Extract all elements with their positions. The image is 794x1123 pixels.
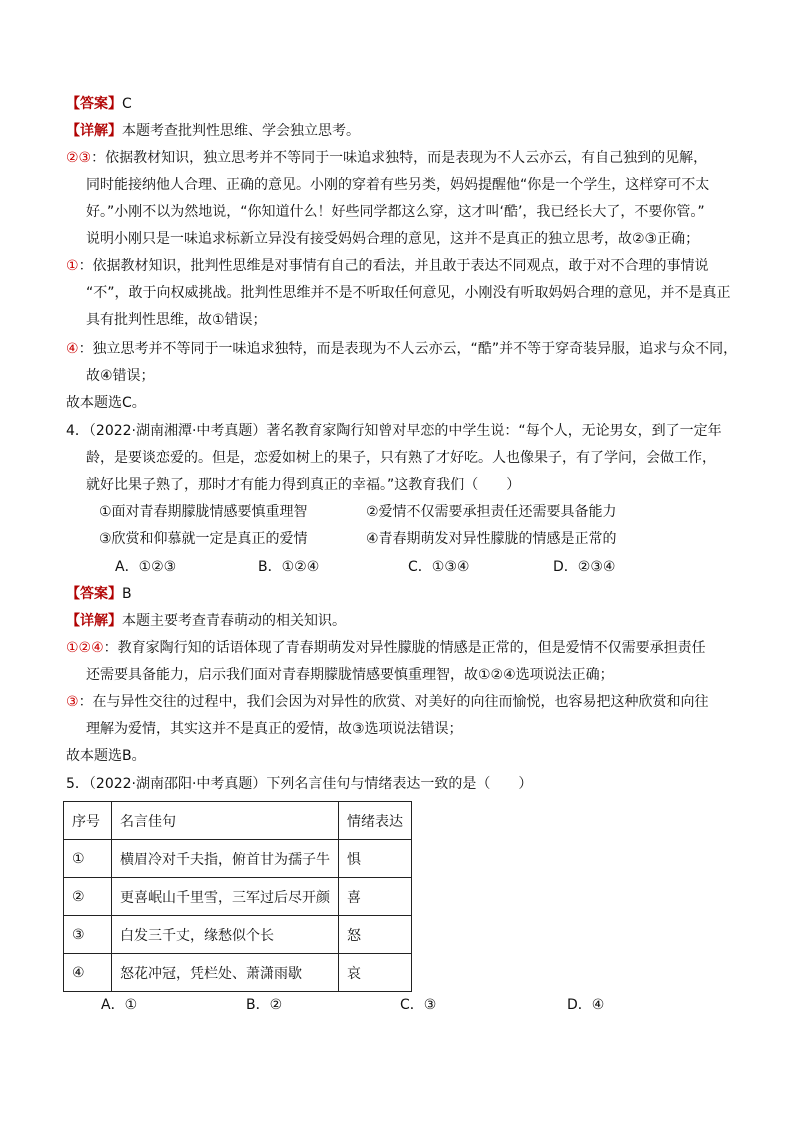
q3-p2-line-2: “不”，敢于向权威挑战。批判性思维并不是不听取任何意见，小刚没有听取妈妈合理的意见，并不是真正 [86,285,731,301]
q4-p1-line-2: 还需要具备能力，启示我们面对青春期朦胧情感要慎重理智，故①②④选项说法正确； [86,667,614,683]
table-header-cell: 名言佳句 [112,802,339,840]
q5-option-b: B．② [246,997,283,1013]
q4-statement-2: ②爱情不仅需要承担责任还需要具备能力 [366,504,617,520]
q4-option-d: D．②③④ [553,559,616,575]
option-marker: ①②④ [66,640,104,656]
q4-stem-line-1: 4．（2022·湖南湘潭·中考真题）著名教育家陶行知曾对早恋的中学生说：“每个人，无论男女，到了一定年 [66,423,722,439]
q4-detail-line [66,611,346,631]
table-row [64,954,412,992]
table-cell: ③ [64,916,112,954]
q3-detail-line [66,121,360,141]
detail-tag: 【详解】 [66,123,122,139]
q4-option-b: B．①②④ [258,559,320,575]
answer-value: B [122,586,132,602]
table-cell: 哀 [339,954,412,992]
q4-p1-line-1: ①②④：教育家陶行知的话语体现了青春期萌发对异性朦胧的情感是正常的，但是爱情不仅需要承担责任 [66,640,706,656]
option-marker: ① [66,258,79,274]
q3-p2-line-1: ①：依据教材知识，批判性思维是对事情有自己的看法，并且敢于表达不同观点，敢于对不合理的事情说 [66,258,709,274]
q5-stem: 5．（2022·湖南邵阳·中考真题）下列名言佳句与情绪表达一致的是（ ） [66,776,533,792]
q3-conclusion: 故本题选C。 [66,395,146,411]
answer-value: C [122,96,132,112]
q3-p3-line-1: ④：独立思考并不等同于一味追求独特，而是表现为不人云亦云，“酷”并不等于穿奇装异服，追求与众不同， [66,341,738,357]
q4-option-a: A．①②③ [115,559,177,575]
detail-intro: 本题考查批判性思维、学会独立思考。 [122,123,360,139]
table-cell: 白发三千丈，缘愁似个长 [112,916,339,954]
q4-statement-1: ①面对青春期朦胧情感要慎重理智 [99,504,308,520]
q4-p2-line-1: ③：在与异性交往的过程中，我们会因为对异性的欣赏、对美好的向往而愉悦，也容易把这种欣赏和向往 [66,694,709,710]
q4-stem-line-3: 就好比果子熟了，那时才有能力得到真正的幸福。”这教育我们（ ） [86,477,521,493]
table-header-cell: 序号 [64,802,112,840]
option-marker: ④ [66,341,79,357]
table-cell: 怒 [339,916,412,954]
table-cell: 横眉冷对千夫指，俯首甘为孺子牛 [112,840,339,878]
option-marker: ②③ [66,150,92,166]
q3-p1-line-2: 同时能接纳他人合理、正确的意见。小刚的穿着有些另类，妈妈提醒他“你是一个学生，这样穿可不太 [86,177,710,193]
q4-stem-line-2: 龄，是要谈恋爱的。但是，恋爱如树上的果子，只有熟了才好吃。人也像果子，有了学问，会做工作， [86,450,716,466]
q5-table [63,801,412,992]
table-cell: 喜 [339,878,412,916]
q4-conclusion: 故本题选B。 [66,748,146,764]
table-cell: ② [64,878,112,916]
q4-option-c: C．①③④ [408,559,470,575]
answer-tag: 【答案】 [66,96,122,112]
table-cell: ④ [64,954,112,992]
q3-p3-line-2: 故④错误； [86,368,155,384]
table-cell: 怒花冲冠，凭栏处、萧潇雨歇 [112,954,339,992]
table-cell: 更喜岷山千里雪，三军过后尽开颜 [112,878,339,916]
detail-tag: 【详解】 [66,613,122,629]
table-header-cell: 情绪表达 [339,802,412,840]
table-header-row [64,802,412,840]
q4-answer-line [66,584,132,604]
q3-p1-line-1: ②③：依据教材知识，独立思考并不等同于一味追求独特，而是表现为不人云亦云，有自己独到的见解， [66,150,708,166]
table-row [64,878,412,916]
answer-tag: 【答案】 [66,586,122,602]
table-row [64,840,412,878]
table-cell: 惧 [339,840,412,878]
table-row [64,916,412,954]
q5-option-d: D．④ [567,997,605,1013]
detail-intro: 本题主要考查青春萌动的相关知识。 [122,613,346,629]
q3-answer-line [66,94,132,114]
q3-p1-line-4: 说明小刚只是一味追求标新立异没有接受妈妈合理的意见，这并不是真正的独立思考，故②③正确； [86,231,700,247]
q3-p1-line-3: 好。”小刚不以为然地说，“你知道什么！好些同学都这么穿，这才叫‘酷’，我已经长大了，不要你管。” [86,204,705,220]
q4-statement-3: ③欣赏和仰慕就一定是真正的爱情 [99,531,308,547]
q3-p2-line-3: 具有批判性思维，故①错误； [86,312,267,328]
q5-option-c: C．③ [400,997,437,1013]
q4-p2-line-2: 理解为爱情，其实这并不是真正的爱情，故③选项说法错误； [86,721,463,737]
q5-option-a: A．① [101,997,138,1013]
option-marker: ③ [66,694,79,710]
table-cell: ① [64,840,112,878]
q4-statement-4: ④青春期萌发对异性朦胧的情感是正常的 [366,531,617,547]
